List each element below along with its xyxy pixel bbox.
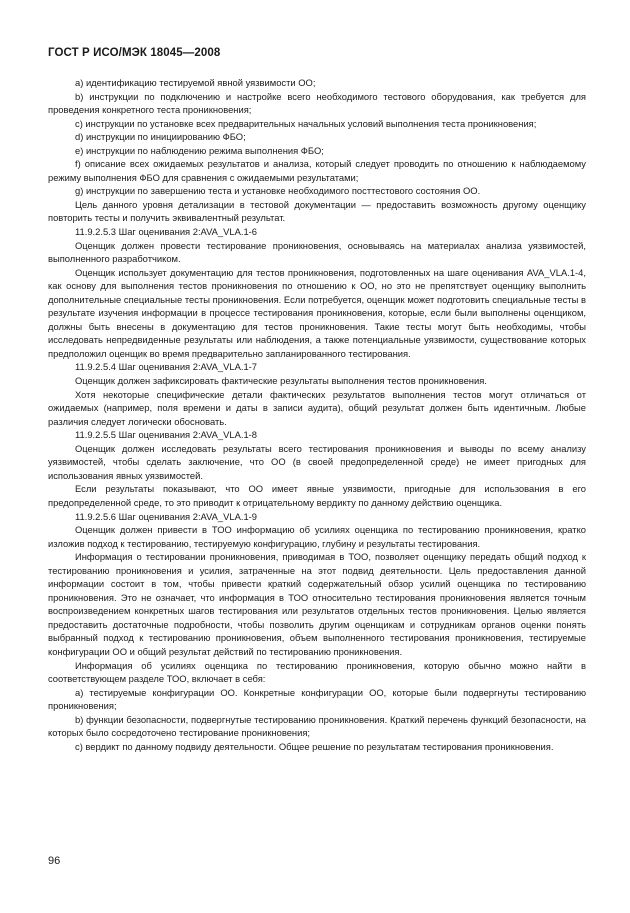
document-header: ГОСТ Р ИСО/МЭК 18045—2008 <box>48 47 221 59</box>
paragraph: f) описание всех ожидаемых результатов и анализа, который следует проводить по отношению к наблюдаемому режиму выполнения ФБО для сравнения с ожидаемыми результатами; <box>48 158 586 183</box>
paragraph: Оценщик должен провести тестирование проникновения, основываясь на материалах анализа уязвимостей, выполненного разработчиком. <box>48 239 586 265</box>
paragraph: Хотя некоторые специфические детали фактических результатов выполнения тестов могут отличаться от ожидаемых (например, поля времени и даты в записи аудита), общий результат должен быть идентичным. Любые различия следует логически обосновать. <box>48 388 586 427</box>
paragraph: a) тестируемые конфигурации ОО. Конкретные конфигурации ОО, которые были подвергнуты тестированию проникновения; <box>48 686 586 712</box>
section-heading: 11.9.2.5.4 Шаг оценивания 2:AVA_VLA.1-7 <box>75 361 258 373</box>
paragraph: Цель данного уровня детализации в тестовой документации — предоставить возможность другому оценщику повторить тесты и получить эквивалентный результат. <box>48 198 586 224</box>
paragraph: d) инструкции по инициированию ФБО; <box>75 131 246 143</box>
paragraph: c) вердикт по данному подвиду деятельности. Общее решение по результатам тестирования проникновения. <box>75 740 554 752</box>
document-body <box>48 76 586 753</box>
paragraph: a) идентификацию тестируемой явной уязвимости ОО; <box>75 77 316 88</box>
paragraph: Информация о тестировании проникновения, приводимая в ТОО, позволяет оценщику передать общий подход к тестированию проникновения и усилия, затраченные на этот подвид деятельности. Цель предоставления данной информации состоит в том, чтобы привести краткий содержательный обзор усилий оценщика по тестированию проникновения. Это не означает, что информация в ТОО относительно тестирования проникновения является точным воспроизведением конкретных шагов тестирования или результатов отдельных тестов проникновения. Целью является предоставить достаточные подробности, чтобы позволить другим оценщикам и сотрудникам органов оценки понять выбранный подход к тестированию проникновения, объем выполненного тестирования проникновения, тестируемые конфигурации ОО и общий результат действий по тестированию проникновения. <box>48 551 586 657</box>
paragraph: Оценщик должен привести в ТОО информацию об усилиях оценщика по тестированию проникновения, кратко изложив подход к тестированию, тестируемую конфигурацию, глубину и результаты тестирования. <box>48 524 586 549</box>
section-heading: 11.9.2.5.6 Шаг оценивания 2:AVA_VLA.1-9 <box>75 510 258 522</box>
paragraph: e) инструкции по наблюдению режима выполнения ФБО; <box>75 144 324 156</box>
paragraph: Оценщик должен исследовать результаты всего тестирования проникновения и выводы по всему анализу уязвимостей, чтобы сделать заключение, что ОО (в своей предопределенной среде) не имеет пригодных для использования явных уязвимостей. <box>48 442 586 481</box>
page-number: 96 <box>48 855 61 867</box>
paragraph: Оценщик использует документацию для тестов проникновения, подготовленных на шаге оценивания AVA_VLA.1-4, как основу для выполнения тестов проникновения по отношению к ОО, но это не препятствует оценщику выполнить дополнительные специальные тесты проникновения. Если потребуется, оценщик может подготовить специальные тесты в результате изучения информации в процессе тестирования проникновения, которые, если были выполнены оценщиком, должны быть внесены в документацию для тестов проникновения. Такие тесты могут быть необходимы, чтобы исследовать непредвиденные результаты или наблюдения, а также потенциальные уязвимости, существование которых предположил оценщик во время предварительно запланированного тестирования. <box>48 266 586 359</box>
paragraph: Оценщик должен зафиксировать фактические результаты выполнения тестов проникновения. <box>75 375 487 387</box>
section-heading: 11.9.2.5.3 Шаг оценивания 2:AVA_VLA.1-6 <box>75 226 258 238</box>
paragraph: g) инструкции по завершению теста и установке необходимого посттестового состояния ОО. <box>75 185 481 197</box>
paragraph: Если результаты показывают, что ОО имеет явные уязвимости, пригодные для использования в его предопределенной среде, то это приводит к отрицательному вердикту по данному действию оценщика. <box>48 483 586 508</box>
paragraph: b) инструкции по подключению и настройке всего необходимого тестового оборудования, как требуется для проведения конкретного теста проникновения; <box>48 90 586 116</box>
paragraph: b) функции безопасности, подвергнутые тестированию проникновения. Краткий перечень функций безопасности, на которых было сосредоточено тестирование проникновения; <box>48 713 586 739</box>
paragraph: c) инструкции по установке всех предварительных начальных условий выполнения теста проникновения; <box>75 117 537 129</box>
paragraph: Информация об усилиях оценщика по тестированию проникновения, которую обычно можно найти в соответствующем разделе ТОО, включает в себя: <box>48 659 586 685</box>
section-heading: 11.9.2.5.5 Шаг оценивания 2:AVA_VLA.1-8 <box>75 429 258 441</box>
